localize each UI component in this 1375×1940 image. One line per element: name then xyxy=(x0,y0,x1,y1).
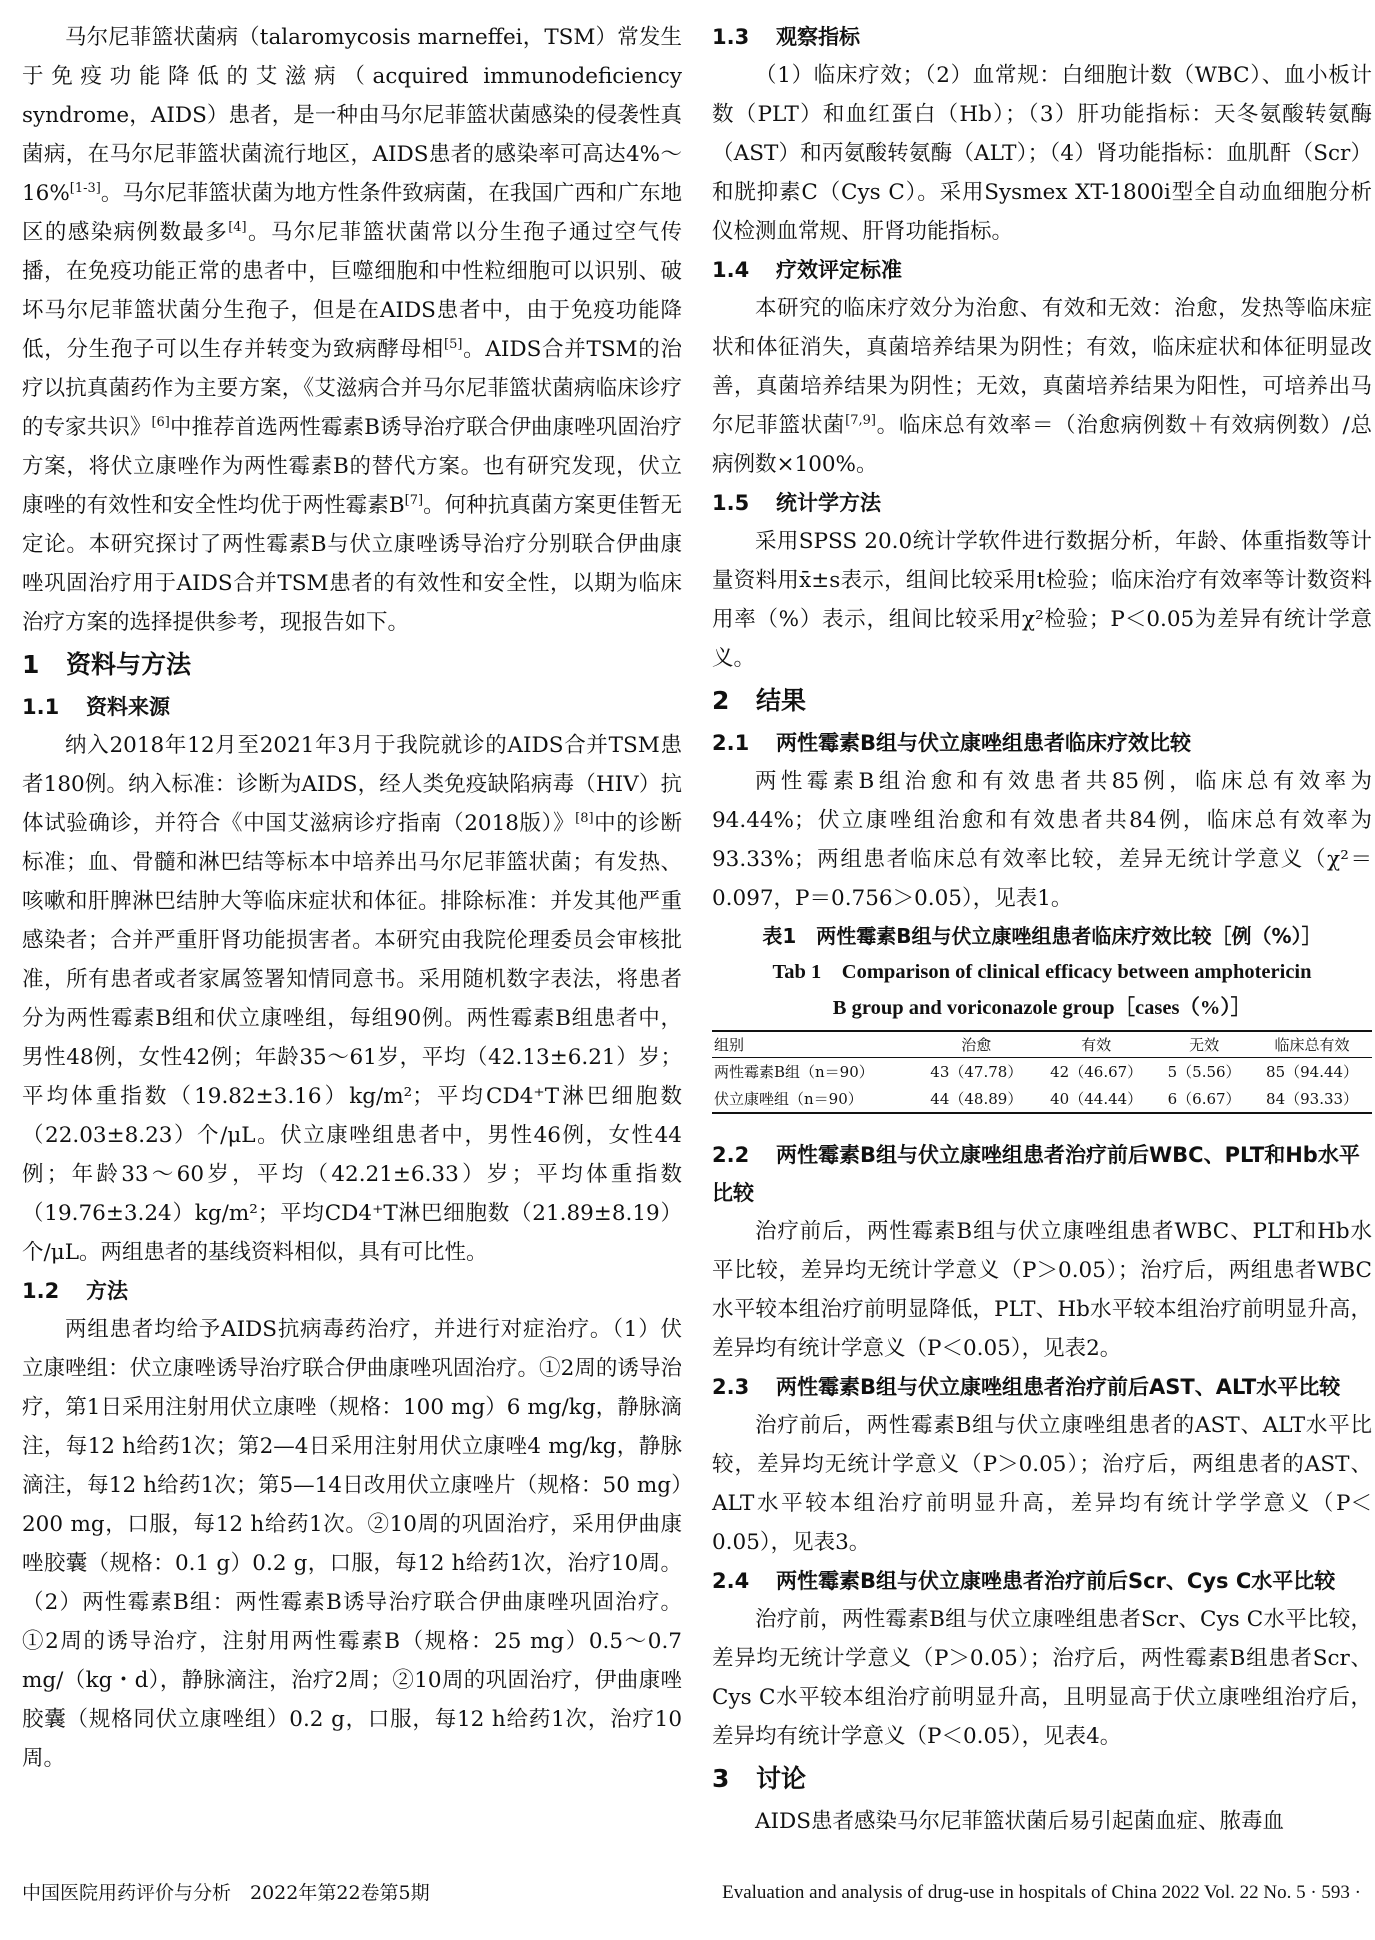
citation[interactable]: [5] xyxy=(444,336,463,352)
subsection-heading-1-5: 1.5 统计学方法 xyxy=(712,491,881,515)
paragraph-1-4: 本研究的临床疗效分为治愈、有效和无效：治愈，发热等临床症状和体征消失，真菌培养结果为阴性；有效，临床症状和体征明显改善，真菌培养结果为阴性；无效，真菌培养结果为阳性，可培养出马尔尼菲篮状菌[7,9]。临床总有效率＝（治愈病例数＋有效病例数）/总病例数×100%。 xyxy=(712,296,1372,477)
section-heading-3: 3 讨论 xyxy=(712,1764,807,1793)
paragraph-3: AIDS患者感染马尔尼菲篮状菌后易引起菌血症、脓毒血 xyxy=(755,1809,1284,1834)
intro-paragraph: 马尔尼菲篮状菌病（talaromycosis marneffei，TSM）常发生于免疫功能降低的艾滋病（acquired immunodeficiency syndrome，AIDS）患者，是一种由马尔尼菲篮状菌感染的侵袭性真菌病，在马尔尼菲篮状菌流行地区，AIDS患者的感染率可高达4%～16%[1-3]。马尔尼菲篮状菌为地方性条件致病菌，在我国广西和广东地区的感染病例数最多[4]。马尔尼菲篮状菌常以分生孢子通过空气传播，在免疫功能正常的患者中，巨噬细胞和中性粒细胞可以识别、破坏马尔尼菲篮状菌分生孢子，但是在AIDS患者中，由于免疫功能降低，分生孢子可以生存并转变为致病酵母相[5]。AIDS合并TSM的治疗以抗真菌药作为主要方案，《艾滋病合并马尔尼菲篮状菌病临床诊疗的专家共识》[6]中推荐首选两性霉素B诱导治疗联合伊曲康唑巩固治疗方案，将伏立康唑作为两性霉素B的替代方案。也有研究发现，伏立康唑的有效性和安全性均优于两性霉素B[7]。何种抗真菌方案更佳暂无定论。本研究探讨了两性霉素B与伏立康唑诱导治疗分别联合伊曲康唑巩固治疗用于AIDS合并TSM患者的有效性和安全性，以期为临床治疗方案的选择提供参考，现报告如下。 xyxy=(22,25,682,635)
table-cell: 43（47.78） xyxy=(930,1063,1023,1081)
table-cell: 两性霉素B组（n＝90） xyxy=(714,1063,874,1081)
table-cell: 44（48.89） xyxy=(916,1085,1036,1113)
paragraph-1-2: 两组患者均给予AIDS抗病毒药治疗，并进行对症治疗。（1）伏立康唑组：伏立康唑诱导治疗联合伊曲康唑巩固治疗。①2周的诱导治疗，第1日采用注射用伏立康唑（规格：100 mg）6 mg/kg，静脉滴注，每12 h给药1次；第2—4日采用注射用伏立康唑4 mg/kg，静脉滴注，每12 h给药1次；第5—14日改用伏立康唑片（规格：50 mg）200 mg，口服，每12 h给药1次。②10周的巩固治疗，采用伊曲康唑胶囊（规格：0.1 g）0.2 g，口服，每12 h给药1次，治疗10周。（2）两性霉素B组：两性霉素B诱导治疗联合伊曲康唑巩固治疗。①2周的诱导治疗，注射用两性霉素B（规格：25 mg）0.5～0.7 mg/（kg・d），静脉滴注，治疗2周；②10周的巩固治疗，伊曲康唑胶囊（规格同伏立康唑组）0.2 g，口服，每12 h给药1次，治疗10周。 xyxy=(22,1317,682,1771)
citation[interactable]: [7] xyxy=(404,492,424,508)
table-caption-cn: 表1 两性霉素B组与伏立康唑组患者临床疗效比较［例（%）］ xyxy=(762,924,1322,948)
table-row xyxy=(712,1058,1372,1086)
left-column xyxy=(22,18,682,1778)
subsection-heading-2-3: 2.3 两性霉素B组与伏立康唑组患者治疗前后AST、ALT水平比较 xyxy=(712,1375,1341,1399)
paragraph-1-5: 采用SPSS 20.0统计学软件进行数据分析，年龄、体重指数等计量资料用x̄±s表示，组间比较采用t检验；临床治疗有效率等计数资料用率（%）表示，组间比较采用χ²检验；P＜0.05为差异有统计学意义。 xyxy=(712,529,1372,671)
paragraph-2-1: 两性霉素B组治愈和有效患者共85例，临床总有效率为94.44%；伏立康唑组治愈和有效患者共84例，临床总有效率为93.33%；两组患者临床总有效率比较，差异无统计学意义（χ²＝0.097，P＝0.756＞0.05），见表1。 xyxy=(712,769,1372,911)
table-row xyxy=(712,1085,1372,1113)
table-1 xyxy=(712,1030,1372,1114)
subsection-heading-1-4: 1.4 疗效评定标准 xyxy=(712,258,902,282)
table-header-row xyxy=(712,1031,1372,1058)
subsection-heading-1-3: 1.3 观察指标 xyxy=(712,25,860,49)
table-header-cell: 组别 xyxy=(712,1031,916,1058)
table-caption-en-line2: B group and voriconazole group［cases（%）］ xyxy=(832,997,1252,1019)
citation[interactable]: [8] xyxy=(575,810,594,826)
table-cell: 伏立康唑组（n＝90） xyxy=(712,1085,916,1113)
table-cell: 84（93.33） xyxy=(1252,1085,1372,1113)
table-header-cell: 治愈 xyxy=(916,1031,1036,1058)
paragraph-1-3: （1）临床疗效；（2）血常规：白细胞计数（WBC）、血小板计数（PLT）和血红蛋白（Hb）；（3）肝功能指标：天冬氨酸转氨酶（AST）和丙氨酸转氨酶（ALT）；（4）肾功能指标：血肌酐（Scr）和胱抑素C（Cys C）。采用Sysmex XT-1800i型全自动血细胞分析仪检测血常规、肝肾功能指标。 xyxy=(712,63,1372,244)
paragraph-2-2: 治疗前后，两性霉素B组与伏立康唑组患者WBC、PLT和Hb水平比较，差异均无统计学意义（P＞0.05）；治疗后，两组患者WBC水平较本组治疗前明显降低，PLT、Hb水平较本组治疗前明显升高，差异均有统计学意义（P＜0.05），见表2。 xyxy=(712,1219,1372,1361)
table-cell: 5（5.56） xyxy=(1167,1063,1241,1081)
subsection-heading-2-4: 2.4 两性霉素B组与伏立康唑患者治疗前后Scr、Cys C水平比较 xyxy=(712,1569,1336,1593)
citation[interactable]: [4] xyxy=(228,219,247,235)
citation[interactable]: [7,9] xyxy=(845,412,876,428)
section-heading-2: 2 结果 xyxy=(712,686,807,715)
footer-journal-en: Evaluation and analysis of drug-use in hospitals of China 2022 Vol. 22 No. 5 · 593 · xyxy=(722,1882,1361,1903)
right-column xyxy=(712,18,1372,1841)
table-cell: 40（44.44） xyxy=(1036,1085,1156,1113)
table-header-cell: 无效 xyxy=(1156,1031,1252,1058)
table-caption-en-line1: Tab 1 Comparison of clinical efficacy between amphotericin xyxy=(772,961,1312,983)
subsection-heading-2-1: 2.1 两性霉素B组与伏立康唑组患者临床疗效比较 xyxy=(712,731,1192,755)
table-header-cell: 有效 xyxy=(1036,1031,1156,1058)
table-header-cell: 临床总有效 xyxy=(1252,1031,1372,1058)
citation[interactable]: [6] xyxy=(151,414,170,430)
paragraph-2-4: 治疗前，两性霉素B组与伏立康唑组患者Scr、Cys C水平比较，差异均无统计学意义（P＞0.05）；治疗后，两性霉素B组患者Scr、Cys C水平较本组治疗前明显升高，且明显高于伏立康唑组治疗后，差异均有统计学意义（P＜0.05），见表4。 xyxy=(712,1607,1372,1749)
paragraph-1-1: 纳入2018年12月至2021年3月于我院就诊的AIDS合并TSM患者180例。纳入标准：诊断为AIDS，经人类免疫缺陷病毒（HIV）抗体试验确诊，并符合《中国艾滋病诊疗指南（2018版）》[8]中的诊断标准；血、骨髓和淋巴结等标本中培养出马尔尼菲篮状菌；有发热、咳嗽和肝脾淋巴结肿大等临床症状和体征。排除标准：并发其他严重感染者；合并严重肝肾功能损害者。本研究由我院伦理委员会审核批准，所有患者或者家属签署知情同意书。采用随机数字表法，将患者分为两性霉素B组和伏立康唑组，每组90例。两性霉素B组患者中，男性48例，女性42例；年龄35～61岁，平均（42.13±6.21）岁；平均体重指数（19.82±3.16）kg/m²；平均CD4⁺T淋巴细胞数（22.03±8.23）个/μL。伏立康唑组患者中，男性46例，女性44例；年龄33～60岁，平均（42.21±6.33）岁；平均体重指数（19.76±3.24）kg/m²；平均CD4⁺T淋巴细胞数（21.89±8.19）个/μL。两组患者的基线资料相似，具有可比性。 xyxy=(22,733,682,1265)
section-heading-1: 1 资料与方法 xyxy=(22,650,192,679)
footer-journal-cn: 中国医院用药评价与分析 2022年第22卷第5期 xyxy=(22,1882,430,1904)
table-cell: 6（6.67） xyxy=(1156,1085,1252,1113)
subsection-heading-2-2: 2.2 两性霉素B组与伏立康唑组患者治疗前后WBC、PLT和Hb水平比较 xyxy=(712,1143,1360,1205)
table-cell: 42（46.67） xyxy=(1050,1063,1143,1081)
subsection-heading-1-2: 1.2 方法 xyxy=(22,1279,128,1303)
table-cell: 85（94.44） xyxy=(1266,1063,1359,1081)
paragraph-2-3: 治疗前后，两性霉素B组与伏立康唑组患者的AST、ALT水平比较，差异均无统计学意义（P＞0.05）；治疗后，两组患者的AST、ALT水平较本组治疗前明显升高，差异均有统计学学意义（P＜0.05），见表3。 xyxy=(712,1413,1372,1555)
subsection-heading-1-1: 1.1 资料来源 xyxy=(22,695,170,719)
citation[interactable]: [1-3] xyxy=(69,180,101,196)
